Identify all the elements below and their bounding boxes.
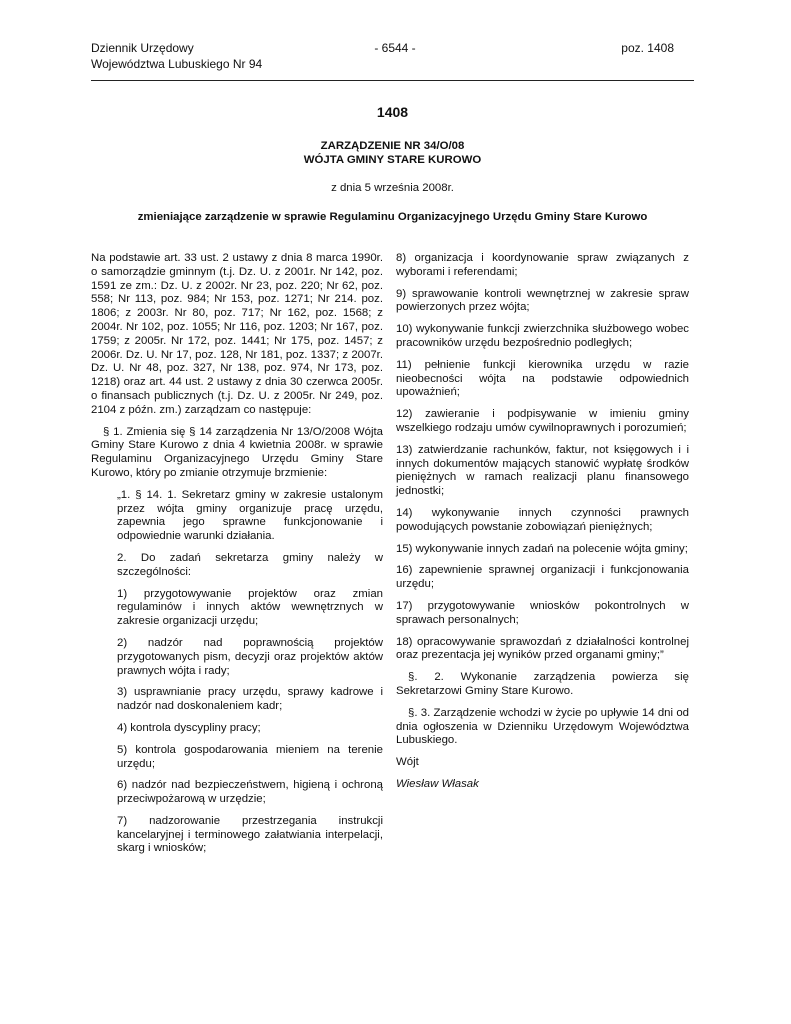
list-item: 7) nadzorowanie przestrzegania instrukcji kancelaryjnej i terminowego załatwiania interpelacji, skarg i wniosków; <box>117 814 383 855</box>
left-column <box>91 252 383 864</box>
document-title-line2: WÓJTA GMINY STARE KUROWO <box>303 154 482 166</box>
page-number: - 6544 - <box>374 41 416 55</box>
header-divider <box>91 80 694 81</box>
signature-title: Wójt <box>396 756 419 769</box>
document-title-line1: ZARZĄDZENIE NR 34/O/08 <box>320 140 465 152</box>
paragraph-1: § 1. Zmienia się § 14 zarządzenia Nr 13/O/2008 Wójta Gminy Stare Kurowo z dnia 4 kwietnia 2008r. w sprawie Regulaminu Organizacyjnego Urzędu Gminy Stare Kurowo, który po zmianie otrzymuje brzmienie: <box>91 425 383 479</box>
list-item: 18) opracowywanie sprawozdań z działalności kontrolnej oraz prezentacja jej wyników przed organami gminy;” <box>396 635 689 662</box>
document-subject: zmieniające zarządzenie w sprawie Regulaminu Organizacyjnego Urzędu Gminy Stare Kurowo <box>137 211 648 223</box>
paragraph-3: §. 3. Zarządzenie wchodzi w życie po upływie 14 dni od dnia ogłoszenia w Dzienniku Urzędowym Województwa Lubuskiego. <box>396 706 689 747</box>
list-item: 11) pełnienie funkcji kierownika urzędu w razie nieobecności wójta na podstawie odpowiednich upoważnień; <box>396 358 689 399</box>
list-item: 13) zatwierdzanie rachunków, faktur, not księgowych i i innych dokumentów mających stanowić wypłatę środków pieniężnych w ramach realizacji planu finansowego jednostki; <box>396 443 689 498</box>
paragraph-2: §. 2. Wykonanie zarządzenia powierza się Sekretarzowi Gminy Stare Kurowo. <box>396 671 689 697</box>
list-item: 5) kontrola gospodarowania mieniem na terenie urzędu; <box>117 743 383 770</box>
list-item: 10) wykonywanie funkcji zwierzchnika służbowego wobec pracowników urzędu bezpośrednio podległych; <box>396 323 689 349</box>
list-item: 14) wykonywanie innych czynności prawnych powodujących powstanie zobowiązań pieniężnych; <box>396 506 689 533</box>
signature-name: Wiesław Własak <box>396 777 479 790</box>
position-number: poz. 1408 <box>621 41 674 55</box>
list-item: 4) kontrola dyscypliny pracy; <box>117 721 261 734</box>
list-item: 16) zapewnienie sprawnej organizacji i funkcjonowania urzędu; <box>396 564 689 591</box>
list-item: 9) sprawowanie kontroli wewnętrznej w zakresie spraw powierzonych przez wójta; <box>396 287 689 314</box>
document-number: 1408 <box>376 104 409 120</box>
preamble: Na podstawie art. 33 ust. 2 ustawy z dnia 8 marca 1990r. o samorządzie gminnym (t.j. Dz. U. z 2001r. Nr 142, poz. 1591 ze zm.: Dz. U. z 2002r. Nr 23, poz. 220; Nr 62, poz. 558; Nr 113, poz. 984; Nr 153, poz. 1271; Nr 214. poz. 1806; z 2003r. Nr 80, poz. 717; Nr 162, poz. 1568; z 2004r. Nr 102, poz. 1055; Nr 116, poz. 1203; Nr 167, poz. 1759; z 2005r. Nr 172, poz. 1441; Nr 175, poz. 1457; z 2006r. Dz. U. Nr 17, poz. 128, Nr 181, poz. 1337; z 2007r. Dz. U. Nr 48, poz. 327, Nr 138, poz. 974, Nr 173, poz. 1218) oraz art. 44 ust. 2 ustawy z dnia 30 czerwca 2005r. o finansach publicznych (t.j. Dz. U. z 2005r. Nr 249, poz. 2104 z późn. zm.) zarządzam co następuje: <box>91 252 383 416</box>
list-item: 15) wykonywanie innych zadań na polecenie wójta gminy; <box>396 542 688 555</box>
list-item: 6) nadzór nad bezpieczeństwem, higieną i ochroną przeciwpożarową w urzędzie; <box>117 779 383 806</box>
journal-title-line2: Województwa Lubuskiego Nr 94 <box>91 57 263 71</box>
list-item: 8) organizacja i koordynowanie spraw związanych z wyborami i referendami; <box>396 252 689 278</box>
list-item: 2) nadzór nad poprawnością projektów przygotowanych pism, decyzji oraz projektów aktów prawnych wójta i rady; <box>117 636 383 677</box>
journal-title-line1: Dziennik Urzędowy <box>91 41 194 55</box>
quote-section-1: „1. § 14. 1. Sekretarz gminy w zakresie ustalonym przez wójta gminy organizuje pracę urzędu, zapewnia jego sprawne funkcjonowanie i odpowiednie warunki działania. <box>117 488 383 543</box>
journal-title <box>91 40 331 72</box>
list-item: 17) przygotowywanie wniosków pokontrolnych w sprawach personalnych; <box>396 599 689 626</box>
list-item: 3) usprawnianie pracy urzędu, sprawy kadrowe i nadzór nad doskonaleniem kadr; <box>117 686 383 713</box>
document-title <box>91 139 694 167</box>
list-item: 12) zawieranie i podpisywanie w imieniu gminy wszelkiego rodzaju umów cywilnoprawnych i porozumień; <box>396 408 689 434</box>
quote-section-2: 2. Do zadań sekretarza gminy należy w szczególności: <box>117 551 383 578</box>
right-column <box>396 252 689 800</box>
list-item: 1) przygotowywanie projektów oraz zmian regulaminów i innych aktów wewnętrznych w zakresie organizacji urzędu; <box>117 587 383 628</box>
document-date: z dnia 5 września 2008r. <box>331 182 454 194</box>
